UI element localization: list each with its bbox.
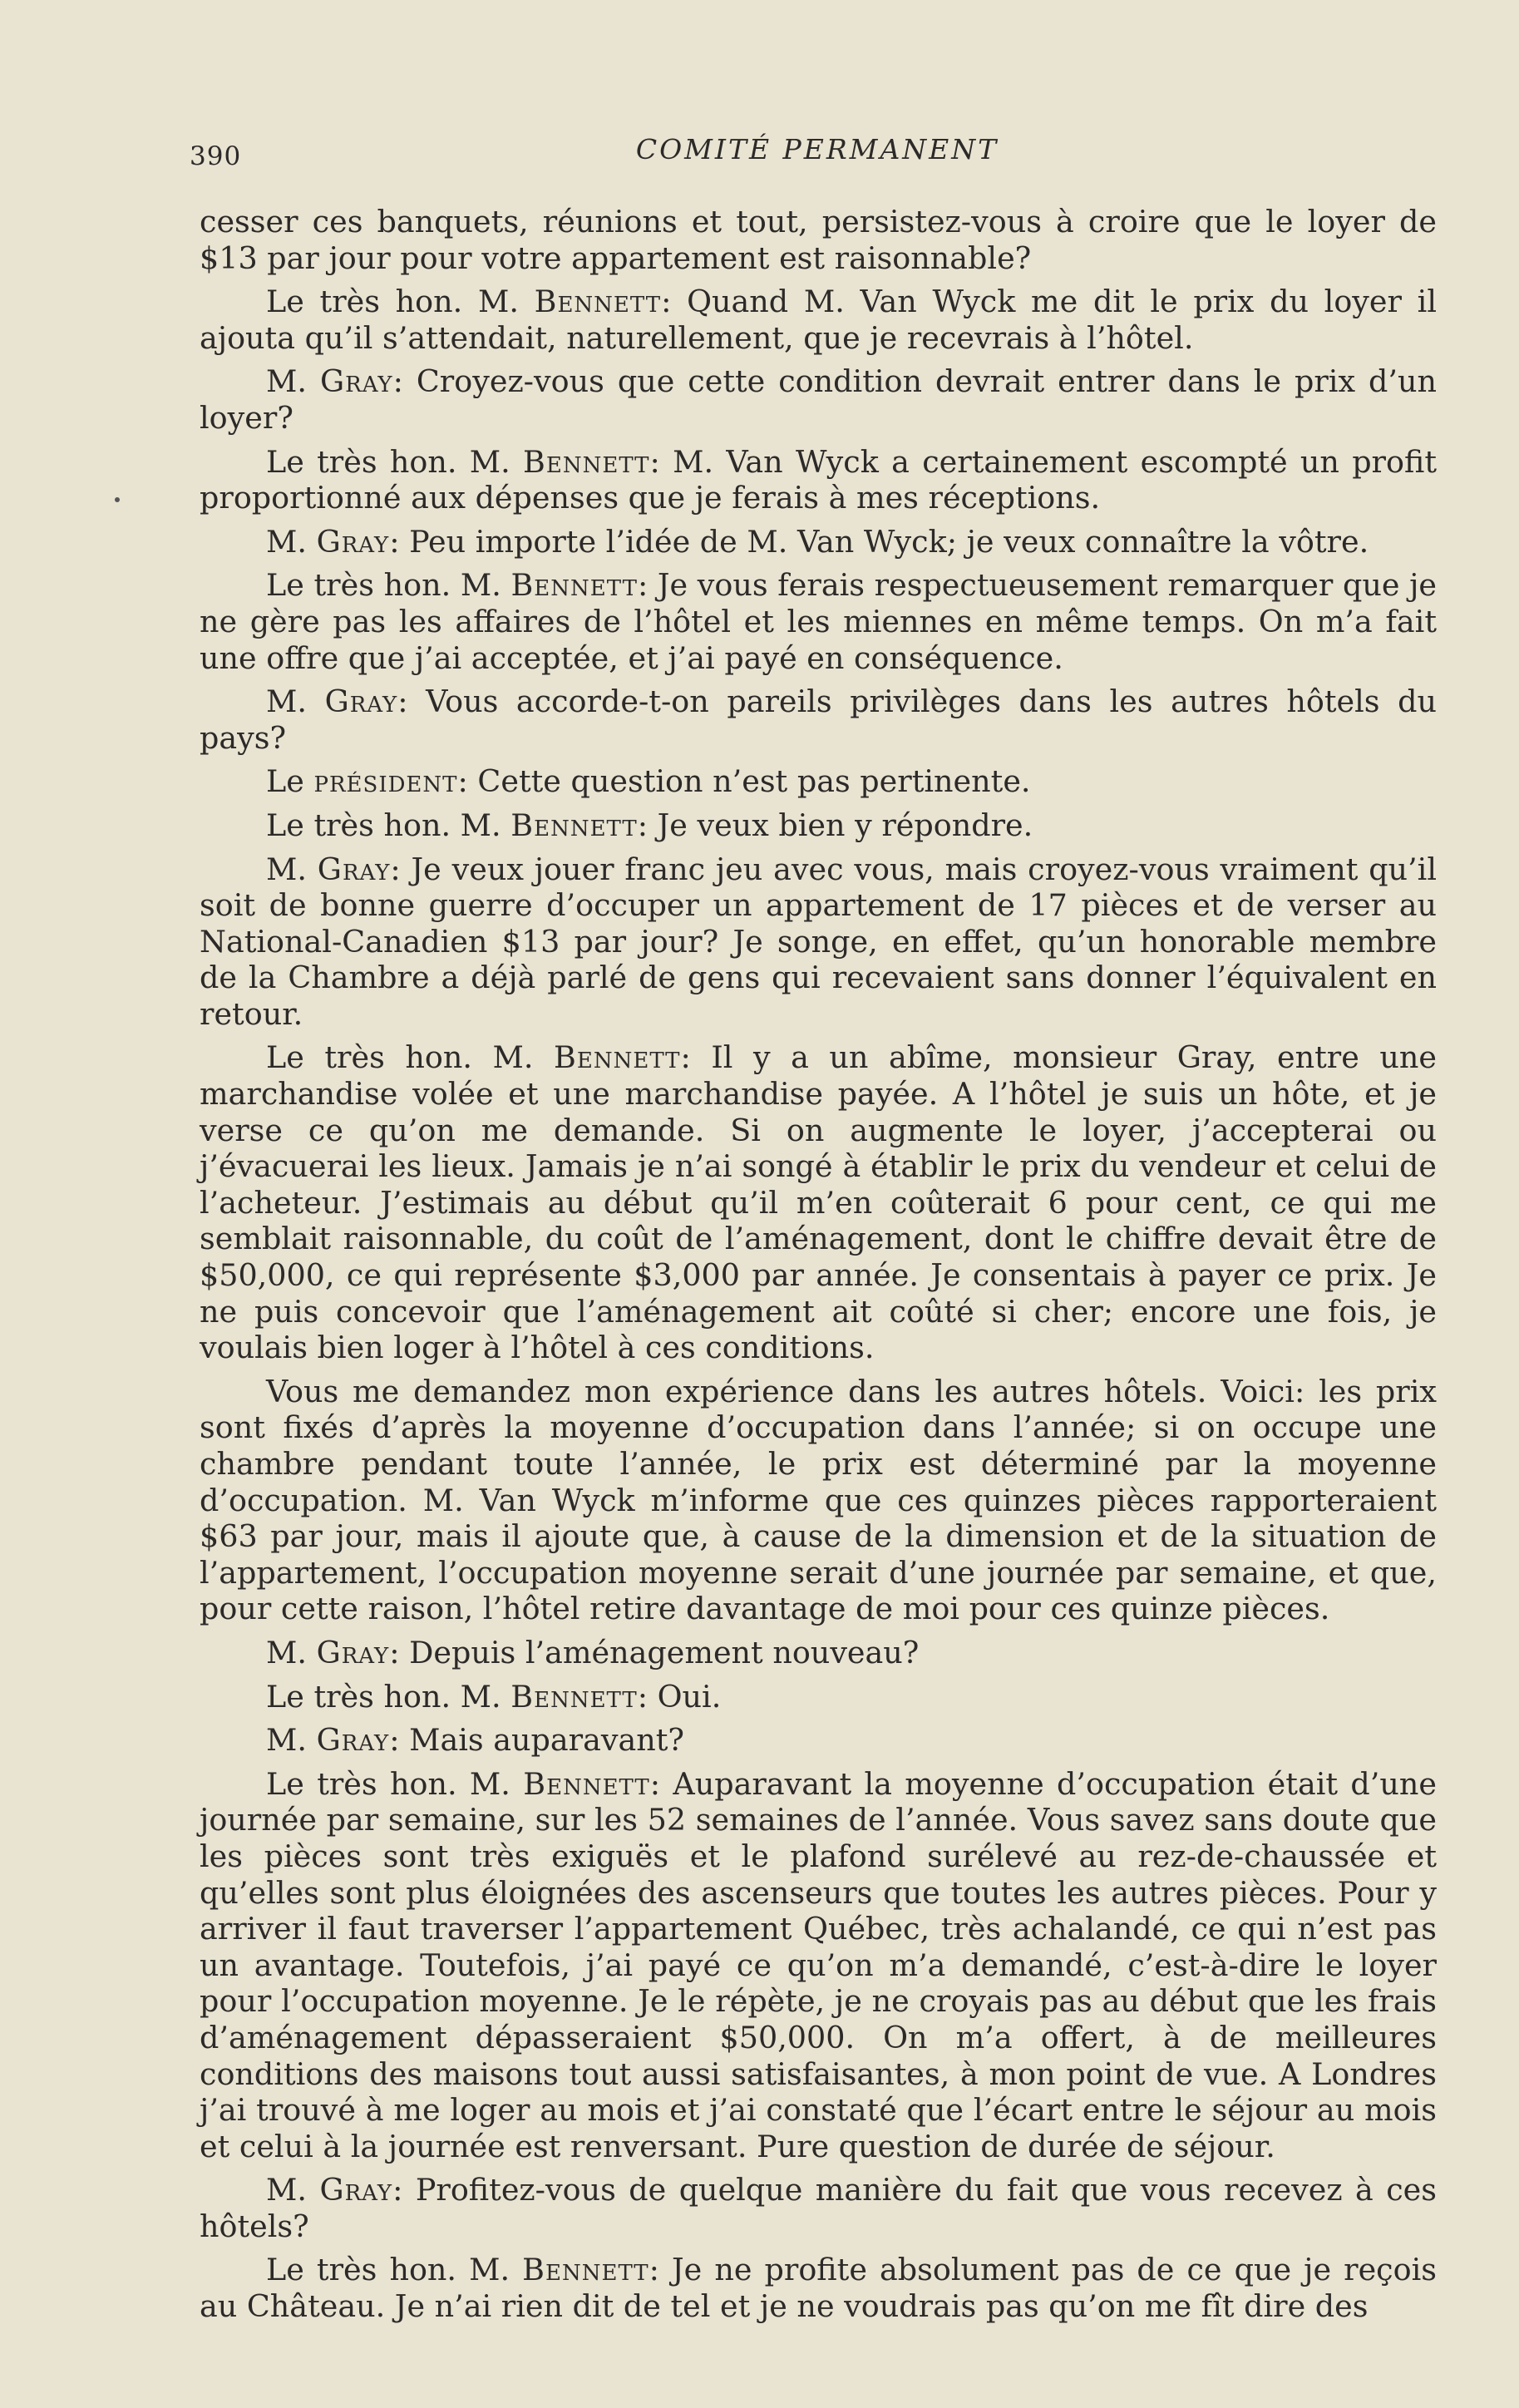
speaker-prefix: M. — [266, 851, 318, 887]
body-text — [200, 204, 1437, 2332]
speaker-separator: : — [649, 1765, 673, 1802]
speaker-separator: : — [457, 763, 478, 800]
paragraph-text: Il y a un abîme, monsieur Gray, entre une marchandise volée et une marchandise payée. A l’hôtel je suis un hôte, et je verse ce qu’on me demande. Si on augmente le loyer, j’accepterai ou j’évacuerai les lieux. Jamais je n’ai songé à établir le prix du vendeur et celui de l’acheteur. J’estimais au début qu’il m’en coûterait 6 pour cent, ce qui me semblait raisonnable, du coût de l’aménagement, dont le chiffre devait être de $50,000, ce qui représente $3,000 par année. Je consentais à payer ce prix. Je ne puis concevoir que l’aménagement ait coûté si cher; encore une fois, je voulais bien loger à l’hôtel à ces conditions. — [200, 1039, 1438, 1366]
paragraph — [200, 1374, 1437, 1627]
paragraph — [200, 2252, 1437, 2324]
paragraph-text: Peu importe l’idée de M. Van Wyck; je veux connaître la vôtre. — [409, 523, 1369, 560]
speaker-prefix: Le très hon. M. — [266, 284, 535, 320]
paragraph-text: Vous accorde-t-on pareils privilèges dans les autres hôtels du pays? — [200, 683, 1438, 756]
paragraph-text: Croyez-vous que cette condition devrait entrer dans le prix d’un loyer? — [200, 363, 1438, 436]
paragraph — [200, 2172, 1437, 2244]
paragraph-text: Auparavant la moyenne d’occupation était d’une journée par semaine, sur les 52 semaines de l’année. Vous savez sans doute que les pièces sont très exiguës et le plafond surélevé au rez-de-chaussée et qu’elles sont plus éloignées des ascenseurs que toutes les autres pièces. Pour y arriver il faut traverser l’appartement Québec, très achalandé, ce qui n’est pas un avantage. Toutefois, j’ai payé ce qu’on m’a demandé, c’est-à-dire le loyer pour l’occupation moyenne. Je le répète, je ne croyais pas au début que les frais d’aménagement dépasseraient $50,000. On m’a offert, à de meilleures conditions des maisons tout aussi satisfaisantes, à mon point de vue. A Londres j’ai trouvé à me loger au mois et j’ai constaté que l’écart entre le séjour au mois et celui à la journée est renversant. Pure question de durée de séjour. — [200, 1765, 1437, 2164]
speaker-separator: : — [680, 1039, 712, 1076]
speaker-prefix: M. — [266, 683, 325, 720]
speaker-separator: : — [392, 363, 417, 400]
paragraph — [200, 204, 1437, 276]
speaker-prefix: Le très hon. M. — [266, 807, 511, 843]
speaker-separator: : — [649, 443, 673, 480]
speaker-separator: : — [661, 284, 688, 320]
speaker-separator: : — [389, 1634, 410, 1670]
paragraph-text: cesser ces banquets, réunions et tout, persistez-vous à croire que le loyer de $13 par jour pour votre appartement est raisonnable? — [200, 204, 1437, 276]
speaker-separator: : — [397, 683, 427, 720]
speaker-name: Gray — [316, 1634, 390, 1670]
speaker-name: Gray — [316, 523, 390, 560]
speaker-prefix: Le très hon. M. — [266, 1039, 555, 1076]
speaker-name: Gray — [319, 363, 393, 400]
speaker-name: Bennett — [510, 567, 638, 604]
paragraph-text: Depuis l’aménagement nouveau? — [409, 1634, 920, 1670]
speaker-prefix: Le — [266, 763, 314, 800]
speaker-prefix: Le très hon. M. — [266, 1678, 511, 1715]
paragraph-text: M. Van Wyck a certainement escompté un profit proportionné aux dépenses que je ferais à mes réceptions. — [200, 443, 1437, 516]
speaker-name: Gray — [317, 851, 391, 887]
speaker-separator: : — [637, 1678, 658, 1715]
paragraph-text: Mais auparavant? — [409, 1722, 684, 1759]
speaker-name: Gray — [324, 683, 398, 720]
paragraph — [200, 807, 1437, 844]
paragraph-text: Je ne profite absolument pas de ce que je reçois au Château. Je n’ai rien dit de tel et je ne voudrais pas qu’on me fît dire des — [200, 2252, 1437, 2325]
paragraph — [200, 851, 1437, 1033]
speaker-name: Bennett — [522, 2252, 649, 2288]
running-title: COMITÉ PERMANENT — [635, 133, 999, 165]
paragraph — [200, 1635, 1437, 1671]
speaker-separator: : — [389, 1722, 410, 1759]
speaker-prefix: M. — [266, 363, 320, 400]
speaker-name: Gray — [316, 1722, 390, 1759]
paragraph — [200, 1766, 1437, 2165]
paragraph — [200, 1679, 1437, 1715]
paragraph-text: Oui. — [657, 1678, 722, 1715]
speaker-name: Bennett — [510, 807, 638, 843]
paragraph — [200, 1722, 1437, 1759]
paragraph-text: Vous me demandez mon expérience dans les autres hôtels. Voici: les prix sont fixés d’après la moyenne d’occupation dans l’année; si on occupe une chambre pendant toute l’année, le prix est déterminé par la moyenne d’occupation. M. Van Wyck m’informe que ces quinzes pièces rapporteraient $63 par jour, mais il ajoute que, à cause de la dimension et de la situation de l’appartement, l’occupation moyenne serait d’une journée par semaine, et que, pour cette raison, l’hôtel retire davantage de moi pour ces quinze pièces. — [200, 1373, 1437, 1627]
paragraph-text: Quand M. Van Wyck me dit le prix du loyer il ajouta qu’il s’attendait, naturellement, que je recevrais à l’hôtel. — [200, 284, 1437, 356]
paragraph-text: Je veux jouer franc jeu avec vous, mais croyez-vous vraiment qu’il soit de bonne guerre d’occuper un appartement de 17 pièces et de verser au National-Canadien $13 par jour? Je songe, en effet, qu’un honorable membre de la Chambre a déjà parlé de gens qui recevaient sans donner l’équivalent en retour. — [200, 851, 1438, 1032]
paragraph — [200, 567, 1437, 676]
paragraph — [200, 1039, 1437, 1365]
page-header — [190, 133, 1445, 175]
speaker-separator: : — [637, 807, 658, 843]
speaker-name: Bennett — [534, 284, 662, 320]
paragraph — [200, 763, 1437, 800]
speaker-name: Bennett — [523, 443, 650, 480]
speaker-prefix: Le très hon. M. — [266, 2252, 523, 2288]
speaker-prefix: M. — [266, 523, 317, 560]
speaker-prefix: M. — [266, 1722, 317, 1759]
speaker-name: Bennett — [523, 1765, 650, 1802]
paragraph — [200, 683, 1437, 756]
speaker-prefix: M. — [266, 2172, 320, 2208]
speaker-separator: : — [392, 2172, 416, 2208]
paragraph-text: Profitez-vous de quelque manière du fait que vous recevez à ces hôtels? — [200, 2172, 1438, 2244]
paragraph — [200, 363, 1437, 436]
speaker-prefix: M. — [266, 1634, 317, 1670]
speaker-separator: : — [390, 851, 412, 887]
paragraph — [200, 524, 1437, 560]
paragraph-text: Je vous ferais respectueusement remarquer que je ne gère pas les affaires de l’hôtel et les miennes en même temps. On m’a fait une offre que j’ai acceptée, et j’ai payé en conséquence. — [200, 567, 1438, 676]
speaker-prefix: Le très hon. M. — [266, 443, 524, 480]
page-number: 390 — [190, 141, 242, 171]
speaker-name: président — [313, 763, 458, 800]
paragraph — [200, 444, 1437, 516]
speaker-prefix: Le très hon. M. — [266, 567, 511, 604]
paragraph — [200, 284, 1437, 356]
speaker-separator: : — [649, 2252, 673, 2288]
margin-mark — [115, 497, 120, 502]
paragraph-text: Cette question n’est pas pertinente. — [477, 763, 1031, 800]
speaker-name: Bennett — [510, 1678, 638, 1715]
speaker-separator: : — [389, 523, 410, 560]
paragraph-text: Je veux bien y répondre. — [657, 807, 1033, 843]
speaker-prefix: Le très hon. M. — [266, 1765, 524, 1802]
speaker-separator: : — [637, 567, 658, 604]
speaker-name: Gray — [319, 2172, 393, 2208]
speaker-name: Bennett — [554, 1039, 681, 1076]
